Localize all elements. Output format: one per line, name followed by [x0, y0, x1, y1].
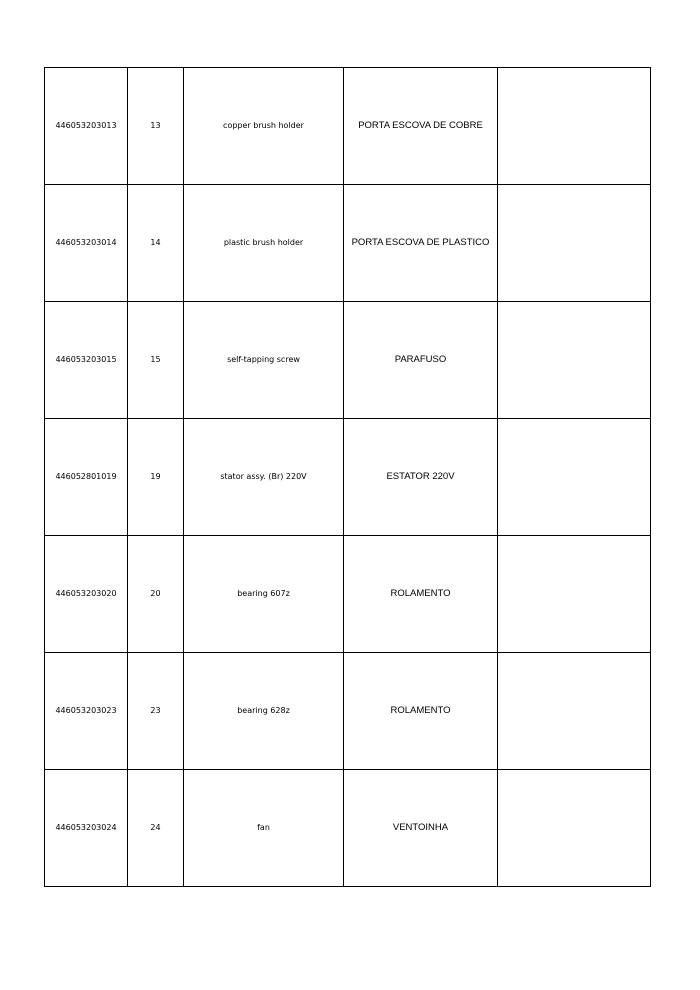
- ref-number-cell: 19: [128, 419, 184, 536]
- ref-number-cell: 23: [128, 653, 184, 770]
- description-pt-cell: ROLAMENTO: [344, 653, 498, 770]
- description-pt-cell: VENTOINHA: [344, 770, 498, 887]
- description-en-cell: fan: [184, 770, 344, 887]
- description-en-cell: bearing 607z: [184, 536, 344, 653]
- notes-cell: [498, 185, 651, 302]
- ref-number-cell: 13: [128, 68, 184, 185]
- table-row: [45, 68, 651, 185]
- description-en-cell: bearing 628z: [184, 653, 344, 770]
- table-row: [45, 302, 651, 419]
- part-code-cell: 446053203020: [45, 536, 128, 653]
- part-code-cell: 446053203013: [45, 68, 128, 185]
- notes-cell: [498, 536, 651, 653]
- table-row: [45, 419, 651, 536]
- description-pt-cell: PORTA ESCOVA DE COBRE: [344, 68, 498, 185]
- description-pt-cell: PARAFUSO: [344, 302, 498, 419]
- table-row: [45, 653, 651, 770]
- description-pt-cell: ROLAMENTO: [344, 536, 498, 653]
- notes-cell: [498, 302, 651, 419]
- description-en-cell: plastic brush holder: [184, 185, 344, 302]
- part-code-cell: 446052801019: [45, 419, 128, 536]
- description-en-cell: stator assy. (Br) 220V: [184, 419, 344, 536]
- ref-number-cell: 15: [128, 302, 184, 419]
- description-en-cell: copper brush holder: [184, 68, 344, 185]
- notes-cell: [498, 68, 651, 185]
- ref-number-cell: 24: [128, 770, 184, 887]
- description-en-cell: self-tapping screw: [184, 302, 344, 419]
- notes-cell: [498, 770, 651, 887]
- notes-cell: [498, 653, 651, 770]
- notes-cell: [498, 419, 651, 536]
- part-code-cell: 446053203014: [45, 185, 128, 302]
- table-row: [45, 185, 651, 302]
- table-row: [45, 770, 651, 887]
- description-pt-cell: ESTATOR 220V: [344, 419, 498, 536]
- ref-number-cell: 14: [128, 185, 184, 302]
- parts-table: [44, 67, 651, 887]
- part-code-cell: 446053203024: [45, 770, 128, 887]
- part-code-cell: 446053203023: [45, 653, 128, 770]
- table-row: [45, 536, 651, 653]
- part-code-cell: 446053203015: [45, 302, 128, 419]
- description-pt-cell: PORTA ESCOVA DE PLASTICO: [344, 185, 498, 302]
- ref-number-cell: 20: [128, 536, 184, 653]
